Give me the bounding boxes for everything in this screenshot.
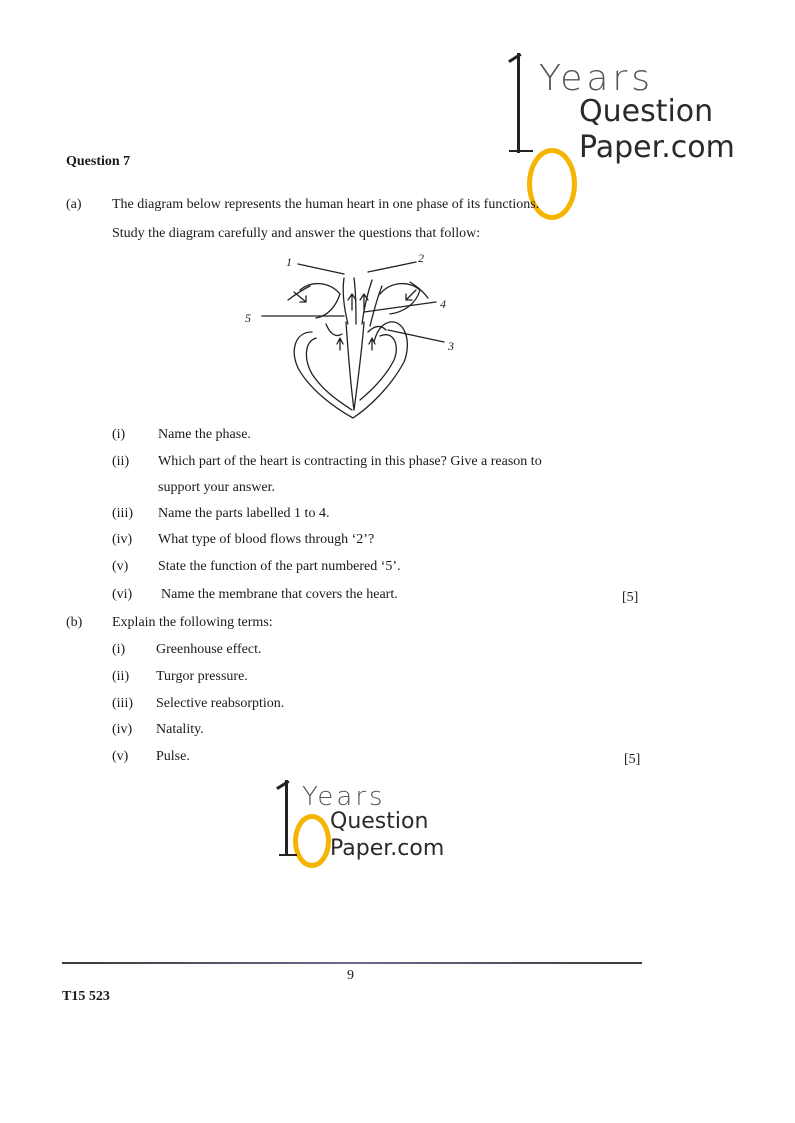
- logo-years-text: Years: [302, 782, 386, 812]
- leader-1: [298, 264, 344, 274]
- b-item-1-text: Greenhouse effect.: [156, 642, 262, 657]
- vessel-left-1: [343, 278, 348, 324]
- right-inner-wall: [360, 335, 396, 400]
- b-item-4-text: Natality.: [156, 722, 204, 737]
- b-item-1-num: (i): [112, 642, 126, 657]
- valve-right: [368, 326, 386, 332]
- part-b-marks: [5]: [624, 752, 641, 767]
- a-item-3-num: (iii): [112, 506, 133, 521]
- diagram-label-3: 3: [448, 339, 454, 353]
- part-a-marks: [5]: [622, 590, 639, 605]
- logo-paper-text: Paper.com: [330, 836, 445, 861]
- arrow-up-3: [337, 338, 343, 350]
- logo-question-text: Question: [579, 94, 714, 129]
- a-item-6-num: (vi): [112, 587, 133, 602]
- a-item-4-text: What type of blood flows through ‘2’?: [158, 532, 375, 547]
- a-item-3-text: Name the parts labelled 1 to 4.: [158, 506, 330, 521]
- a-item-1-text: Name the phase.: [158, 427, 251, 442]
- a-item-5-text: State the function of the part numbered ‘5’.: [158, 559, 401, 574]
- footer-rule: [62, 962, 642, 964]
- a-item-2-num: (ii): [112, 454, 130, 469]
- arrow-atria-right: [406, 290, 416, 300]
- site-logo-middle: [276, 778, 456, 868]
- part-b-intro: Explain the following terms:: [112, 615, 273, 630]
- b-item-5-text: Pulse.: [156, 749, 190, 764]
- left-inner-wall: [306, 338, 352, 410]
- a-item-1-num: (i): [112, 427, 126, 442]
- b-item-2-num: (ii): [112, 669, 130, 684]
- a-item-6-text: Name the membrane that covers the heart.: [161, 587, 398, 602]
- logo-dash: [509, 150, 533, 152]
- vein-left: [288, 286, 310, 300]
- heart-diagram: [240, 250, 470, 422]
- septum: [346, 322, 364, 410]
- part-a-line2: Study the diagram carefully and answer the questions that follow:: [112, 226, 481, 241]
- logo-paper-text: Paper.com: [579, 130, 735, 165]
- arrow-up-1: [348, 294, 356, 310]
- vessel-right-2: [370, 286, 382, 326]
- logo-years-text: Years: [539, 58, 654, 99]
- site-logo-top: [505, 50, 745, 170]
- diagram-label-1: 1: [286, 255, 292, 269]
- leader-3: [388, 330, 444, 342]
- part-a-line1: The diagram below represents the human heart in one phase of its functions.: [112, 197, 540, 212]
- valve-left: [326, 324, 342, 336]
- logo-one-glyph: [285, 780, 288, 856]
- paper-code: T15 523: [62, 989, 110, 1004]
- b-item-3-num: (iii): [112, 696, 133, 711]
- b-item-3-text: Selective reabsorption.: [156, 696, 285, 711]
- b-item-4-num: (iv): [112, 722, 133, 737]
- diagram-label-4: 4: [440, 297, 446, 311]
- a-item-5-num: (v): [112, 559, 129, 574]
- vessel-left-2: [354, 278, 356, 324]
- logo-question-text: Question: [330, 809, 429, 834]
- b-item-2-text: Turgor pressure.: [156, 669, 248, 684]
- page-number: 9: [347, 968, 354, 983]
- a-item-4-num: (iv): [112, 532, 133, 547]
- leader-2: [368, 262, 416, 272]
- logo-dash: [279, 854, 297, 856]
- diagram-label-2: 2: [418, 251, 424, 265]
- b-item-5-num: (v): [112, 749, 129, 764]
- a-item-2-text: Which part of the heart is contracting in this phase? Give a reason to: [158, 454, 542, 469]
- arrow-atria-left: [294, 292, 306, 302]
- diagram-label-5: 5: [245, 311, 251, 325]
- a-item-2-cont: support your answer.: [158, 480, 276, 495]
- question-title: Question 7: [66, 154, 131, 169]
- part-a-label: (a): [66, 197, 82, 212]
- logo-zero-glyph: [293, 814, 331, 868]
- part-b-label: (b): [66, 615, 83, 630]
- logo-one-glyph: [517, 53, 520, 153]
